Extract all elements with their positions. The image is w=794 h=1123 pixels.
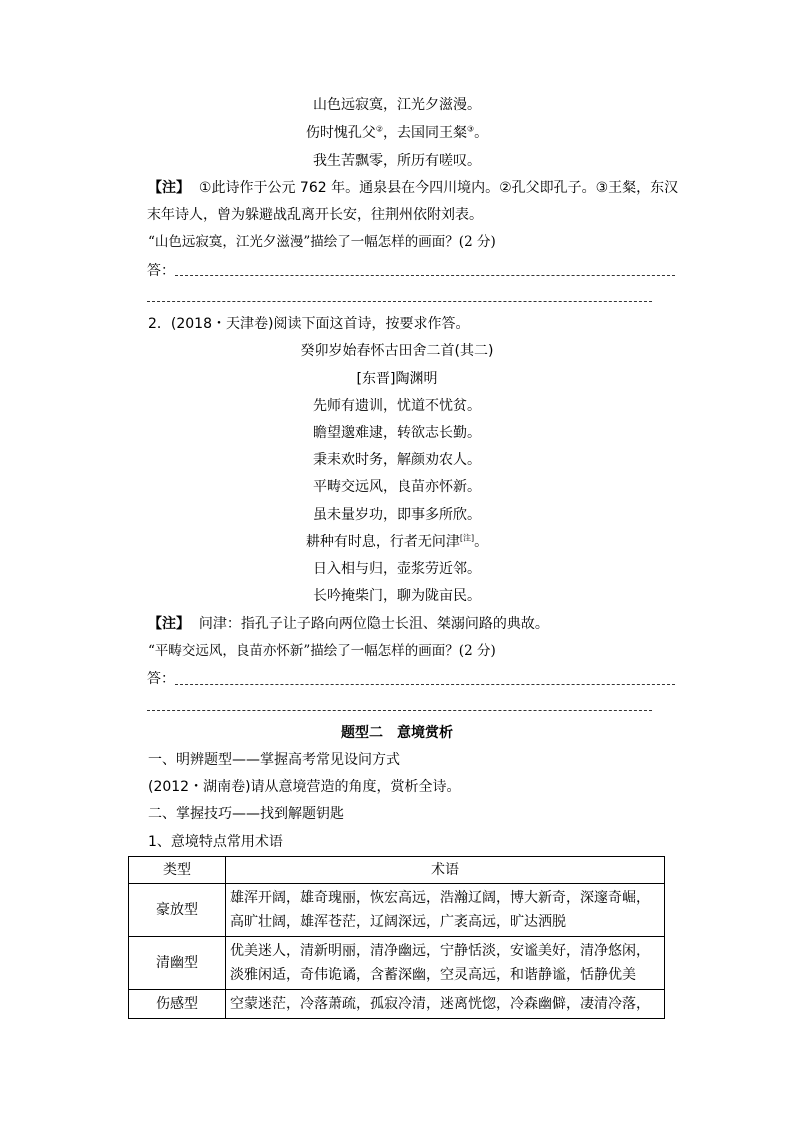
- note2-tag: 【注】: [148, 616, 190, 632]
- answer-label: 答：: [147, 671, 175, 687]
- q2-poem-line-3: 秉耒欢时务，解颜劝农人。: [313, 452, 481, 468]
- q2-poem-line-2: 瞻望邈难逮，转欲志长勤。: [313, 425, 481, 441]
- note1: [148, 178, 678, 198]
- table-cell-type: 豪放型: [129, 884, 226, 937]
- table-cell-terms: 雄浑开阔，雄奇瑰丽，恢宏高远，浩瀚辽阔，博大新奇，深邃奇崛， 高旷壮阔，雄浑苍茫，辽阔深远，广袤高远，旷达洒脱: [226, 884, 665, 937]
- poem1-line-2: 伤时愧孔父②，去国同王粲③。: [305, 124, 489, 141]
- q2-poem-line-4: 平畴交远风，良苗亦怀新。: [313, 479, 481, 495]
- q2-header: 2．(2018・天津卷)阅读下面这首诗，按要求作答。: [148, 316, 470, 332]
- section2-step1: 一、明辨题型——掌握高考常见设问方式: [148, 752, 400, 768]
- q2-poem-line-6: 耕种有时息，行者无问津[注]。: [305, 533, 489, 550]
- answer-label: 答：: [147, 263, 175, 279]
- section2-example: (2012・湖南卷)请从意境营造的角度，赏析全诗。: [148, 779, 461, 795]
- answer-row-1: [147, 261, 675, 281]
- note2: [148, 614, 549, 634]
- note2-text: 问津：指孔子让子路向两位隐士长沮、桀溺问路的典故。: [198, 616, 549, 632]
- q2-poem-author: [东晋]陶渊明: [356, 371, 438, 387]
- table-row: [129, 990, 665, 1019]
- table-cell-type: 伤感型: [129, 990, 226, 1019]
- question2: “平畴交远风，良苗亦怀新”描绘了一幅怎样的画面？(2 分): [148, 643, 496, 659]
- footnote-marker: [注]: [459, 533, 475, 543]
- note1-tag: 【注】: [148, 180, 190, 196]
- answer-line[interactable]: [175, 275, 675, 276]
- question1: “山色远寂寞，江光夕滋漫”描绘了一幅怎样的画面？(2 分): [148, 234, 496, 250]
- q2-poem-title: 癸卯岁始春怀古田舍二首(其二): [300, 343, 494, 359]
- answer-row-2: [147, 669, 675, 689]
- table-header-row: [129, 857, 665, 884]
- q2-poem-line-1: 先师有遗训，忧道不忧贫。: [313, 398, 481, 414]
- answer-line[interactable]: [147, 710, 652, 711]
- table-cell-terms: 空蒙迷茫，冷落萧疏，孤寂冷清，迷离恍惚，冷森幽僻，凄清冷落，: [226, 990, 665, 1019]
- section2-step2: 二、掌握技巧——找到解题钥匙: [148, 806, 344, 822]
- table-cell-terms: 优美迷人，清新明丽，清净幽远，宁静恬淡，安谧美好，清净悠闲， 淡雅闲适，奇伟诡谲，含蓄深幽，空灵高远，和谐静谧，恬静优美: [226, 937, 665, 990]
- answer-line[interactable]: [175, 684, 675, 685]
- section2-heading: 题型二 意境赏析: [341, 725, 453, 741]
- note1-text-2: 末年诗人，曾为躲避战乱离开长安，往荆州依附刘表。: [147, 207, 483, 223]
- q2-poem-line-5: 虽未量岁功，即事多所欣。: [313, 507, 481, 523]
- table-header-terms: 术语: [226, 857, 665, 884]
- table-header-type: 类型: [129, 857, 226, 884]
- answer-line[interactable]: [147, 301, 652, 302]
- poem1-line-3: 我生苦飘零，所历有嗟叹。: [313, 153, 481, 169]
- note1-text-1: ①此诗作于公元 762 年。通泉县在今四川境内。②孔父即孔子。③王粲，东汉: [198, 180, 679, 196]
- table-row: [129, 937, 665, 990]
- q2-poem-line-8: 长吟掩柴门，聊为陇亩民。: [313, 588, 481, 604]
- table-row: [129, 884, 665, 937]
- poem1-line-1: 山色远寂寞，江光夕滋漫。: [313, 97, 481, 113]
- q2-poem-line-7: 日入相与归，壶浆劳近邻。: [313, 561, 481, 577]
- table-cell-type: 清幽型: [129, 937, 226, 990]
- terms-table: [128, 856, 665, 1019]
- section2-sub1: 1、意境特点常用术语: [148, 834, 283, 850]
